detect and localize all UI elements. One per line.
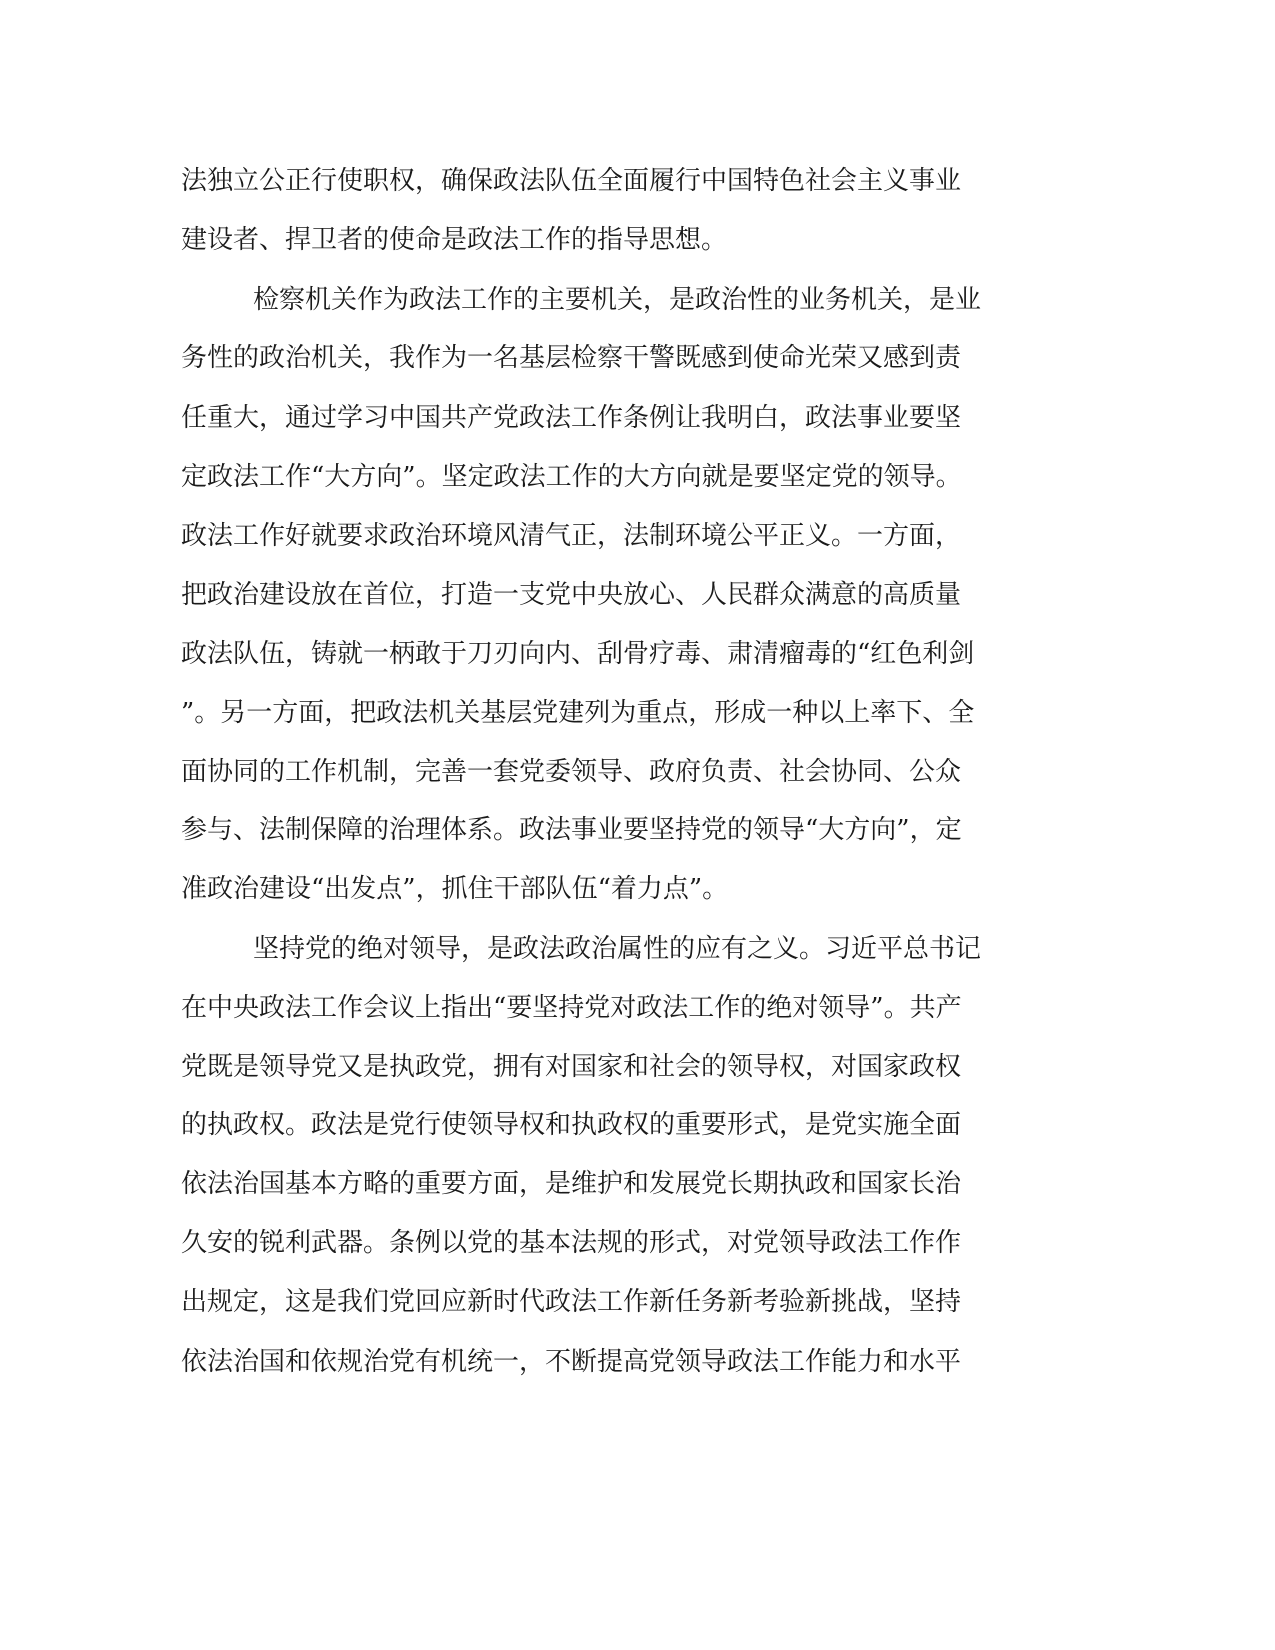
text-line: 党既是领导党又是执政党，拥有对国家和社会的领导权，对国家政权 — [181, 1052, 962, 1082]
text-line: 久安的锐利武器。条例以党的基本法规的形式，对党领导政法工作作 — [181, 1228, 962, 1258]
text-line: 把政治建设放在首位，打造一支党中央放心、人民群众满意的高质量 — [181, 580, 962, 610]
text-line: 任重大，通过学习中国共产党政法工作条例让我明白，政法事业要坚 — [181, 403, 962, 433]
text-line: 定政法工作“大方向”。坚定政法工作的大方向就是要坚定党的领导。 — [181, 462, 962, 492]
text-line: 依法治国和依规治党有机统一，不断提高党领导政法工作能力和水平 — [181, 1347, 962, 1377]
text-line: 在中央政法工作会议上指出“要坚持党对政法工作的绝对领导”。共产 — [181, 993, 962, 1023]
text-line: 的执政权。政法是党行使领导权和执政权的重要形式，是党实施全面 — [181, 1110, 962, 1140]
text-line: 面协同的工作机制，完善一套党委领导、政府负责、社会协同、公众 — [181, 757, 962, 787]
paragraph-first-line: 坚持党的绝对领导，是政法政治属性的应有之义。习近平总书记 — [253, 934, 982, 964]
text-line: 政法队伍，铸就一柄敢于刀刃向内、刮骨疗毒、肃清瘤毒的“红色利剑 — [181, 639, 975, 669]
text-line: 务性的政治机关，我作为一名基层检察干警既感到使命光荣又感到责 — [181, 343, 962, 373]
text-line: 参与、法制保障的治理体系。政法事业要坚持党的领导“大方向”，定 — [181, 815, 962, 845]
text-line: 法独立公正行使职权，确保政法队伍全面履行中国特色社会主义事业 — [181, 166, 962, 196]
text-line: 依法治国基本方略的重要方面，是维护和发展党长期执政和国家长治 — [181, 1169, 962, 1199]
paragraph-first-line: 检察机关作为政法工作的主要机关，是政治性的业务机关，是业 — [253, 285, 982, 315]
text-line: 出规定，这是我们党回应新时代政法工作新任务新考验新挑战，坚持 — [181, 1287, 962, 1317]
text-line: 准政治建设“出发点”，抓住干部队伍“着力点”。 — [181, 874, 729, 904]
text-line: 政法工作好就要求政治环境风清气正，法制环境公平正义。一方面， — [181, 521, 962, 551]
text-line: ”。另一方面，把政法机关基层党建列为重点，形成一种以上率下、全 — [181, 698, 975, 728]
text-line: 建设者、捍卫者的使命是政法工作的指导思想。 — [181, 225, 728, 255]
